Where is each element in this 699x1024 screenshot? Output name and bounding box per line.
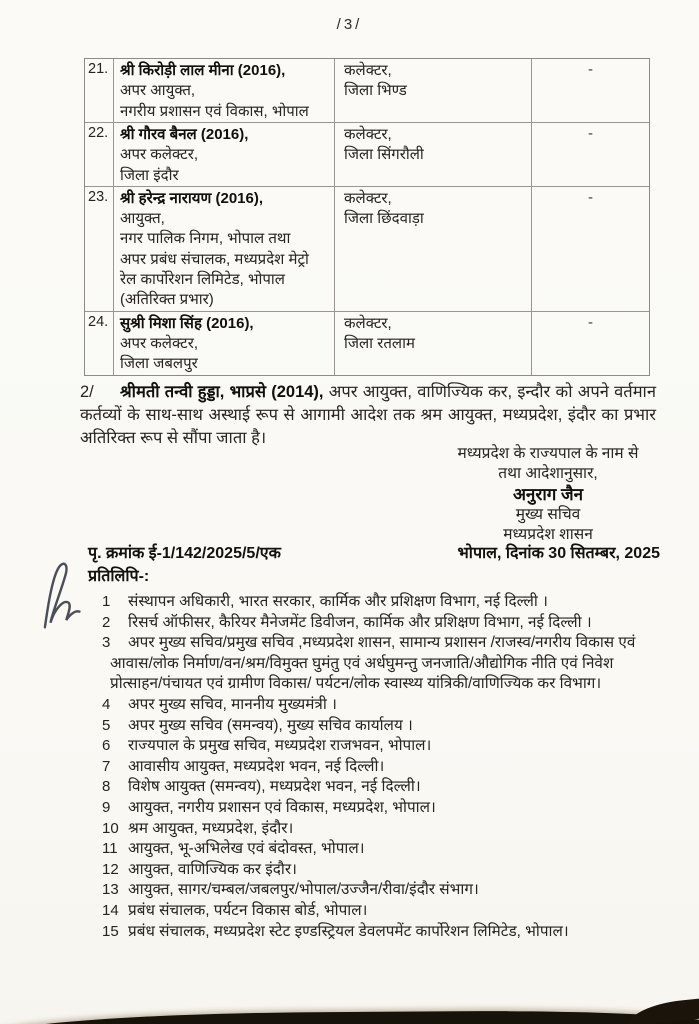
paragraph-number: 2/: [80, 383, 94, 401]
table-row: [85, 311, 649, 375]
page-number: /3/: [336, 16, 363, 33]
transfer-table: [84, 58, 650, 376]
signatory-organization: मध्यप्रदेश शासन: [503, 526, 593, 543]
list-item: 3 अपर मुख्य सचिव/प्रमुख सचिव ,मध्यप्रदेश शासन, सामान्य प्रशासन /राजस्व/नगरीय विकास एवं आवास/लोक निर्माण/वन/श्रम/विमुक्त घुमंतु एवं अर्धघुमन्तु जनजाति/औद्योगिक नीति एवं निवेश प्रोत्साहन/पंचायत एवं ग्रामीण विकास/ पर्यटन/लोक स्वास्थ्य यांत्रिकी/वाणिज्यिक कर विभाग।: [102, 634, 636, 693]
list-item: 5 अपर मुख्य सचिव (समन्वय), मुख्य सचिव कार्यालय ।: [102, 716, 413, 734]
copy-distribution-list: [96, 592, 652, 942]
list-item: 13 आयुक्त, सागर/चम्बल/जबलपुर/भोपाल/उज्जैन/रीवा/इंदौर संभाग।: [102, 881, 479, 899]
table-row: [85, 186, 649, 311]
paragraph-text: अपर आयुक्त, वाणिज्यिक कर, इन्दौर को अपने वर्तमान कर्तव्यों के साथ-साथ अस्थाई रूप से आगामी आदेश तक श्रम आयुक्त, मध्यप्रदेश, इंदौर का प्रभार अतिरिक्त रूप से सौंपा जाता है।: [80, 383, 656, 447]
list-item: 9 आयुक्त, नगरीय प्रशासन एवं विकास, मध्यप्रदेश, भोपाल।: [102, 798, 436, 816]
reference-number: पृ. क्रमांक ई-1/142/2025/5/एक: [88, 545, 281, 562]
list-item: 4 अपर मुख्य सचिव, माननीय मुख्यमंत्री ।: [102, 695, 337, 713]
officer-details: सुश्री मिशा सिंह (2016), अपर कलेक्टर, जिला जबलपुर: [113, 312, 334, 375]
on-behalf-line: मध्यप्रदेश के राज्यपाल के नाम से: [457, 445, 639, 462]
officer-details: श्री किरोड़ी लाल मीना (2016), अपर आयुक्त, नगरीय प्रशासन एवं विकास, भोपाल: [113, 59, 334, 122]
list-item: 10 श्रम आयुक्त, मध्यप्रदेश, इंदौर।: [102, 819, 294, 837]
list-item: 8 विशेष आयुक्त (समन्वय), मध्यप्रदेश भवन, नई दिल्ली।: [102, 778, 421, 796]
signature-scribble-icon: [24, 557, 88, 640]
list-item: 15 प्रबंध संचालक, मध्यप्रदेश स्टेट इण्डस्ट्रियल डेवलपमेंट कार्पोरेशन लिमिटेड, भोपाल।: [102, 922, 569, 940]
officer-name: श्री गौरव बैनल (2016),: [120, 126, 249, 143]
remark-cell: -: [531, 123, 649, 186]
new-posting: कलेक्टर, जिला सिंगरौली: [334, 123, 531, 186]
officer-name: सुश्री मिशा सिंह (2016),: [120, 314, 254, 332]
row-number: 24.: [88, 313, 109, 330]
remark-cell: -: [531, 187, 649, 311]
scan-page-edge: [0, 1009, 699, 1024]
order-paragraph-2: [80, 381, 656, 450]
table-row: [85, 122, 649, 186]
remark-cell: -: [531, 59, 649, 122]
place-date: भोपाल, दिनांक 30 सितम्बर, 2025: [457, 545, 660, 562]
signature-block: [420, 444, 676, 545]
copy-to-label: प्रतिलिपि-:: [88, 568, 150, 585]
list-item: 12 आयुक्त, वाणिज्यिक कर इंदौर।: [102, 860, 297, 878]
row-number: 23.: [88, 188, 109, 205]
officer-name-bold: श्रीमती तन्वी हुड्डा, भाप्रसे (2014),: [120, 383, 324, 401]
list-item: 14 प्रबंध संचालक, पर्यटन विकास बोर्ड, भोपाल।: [102, 901, 368, 919]
officer-name: श्री हरेन्द्र नारायण (2016),: [120, 189, 264, 207]
list-item: 2 रिसर्च ऑफीसर, कैरियर मैनेजमेंट डिवीजन, कार्मिक और प्रशिक्षण विभाग, नई दिल्ली ।: [102, 613, 592, 631]
on-behalf-line: तथा आदेशानुसार,: [498, 465, 598, 482]
list-item: 11 आयुक्त, भू-अभिलेख एवं बंदोवस्त, भोपाल।: [102, 840, 365, 858]
list-item: 1 संस्थापन अधिकारी, भारत सरकार, कार्मिक और प्रशिक्षण विभाग, नई दिल्ली ।: [102, 593, 548, 610]
new-posting: कलेक्टर, जिला छिंदवाड़ा: [334, 187, 531, 311]
new-posting: कलेक्टर, जिला भिण्ड: [334, 59, 531, 122]
row-number: 21.: [88, 61, 109, 77]
signatory-designation: मुख्य सचिव: [515, 506, 581, 523]
new-posting: कलेक्टर, जिला रतलाम: [334, 312, 531, 375]
officer-details: श्री गौरव बैनल (2016), अपर कलेक्टर, जिला इंदौर: [113, 123, 334, 186]
signatory-name: अनुराग जैन: [512, 485, 584, 504]
row-number: 22.: [88, 125, 109, 141]
officer-details: श्री हरेन्द्र नारायण (2016), आयुक्त, नगर पालिक निगम, भोपाल तथा अपर प्रबंध संचालक, मध्यप्रदेश मेट्रो रेल कार्पोरेशन लिमिटेड, भोपाल (अतिरिक्त प्रभार): [113, 187, 334, 311]
reference-line: [88, 541, 660, 563]
table-row: [85, 59, 649, 122]
list-item: 7 आवासीय आयुक्त, मध्यप्रदेश भवन, नई दिल्ली।: [102, 757, 385, 775]
officer-name: श्री किरोड़ी लाल मीना (2016),: [120, 62, 286, 79]
list-item: 6 राज्यपाल के प्रमुख सचिव, मध्यप्रदेश राजभवन, भोपाल।: [102, 737, 432, 755]
remark-cell: -: [531, 312, 649, 375]
